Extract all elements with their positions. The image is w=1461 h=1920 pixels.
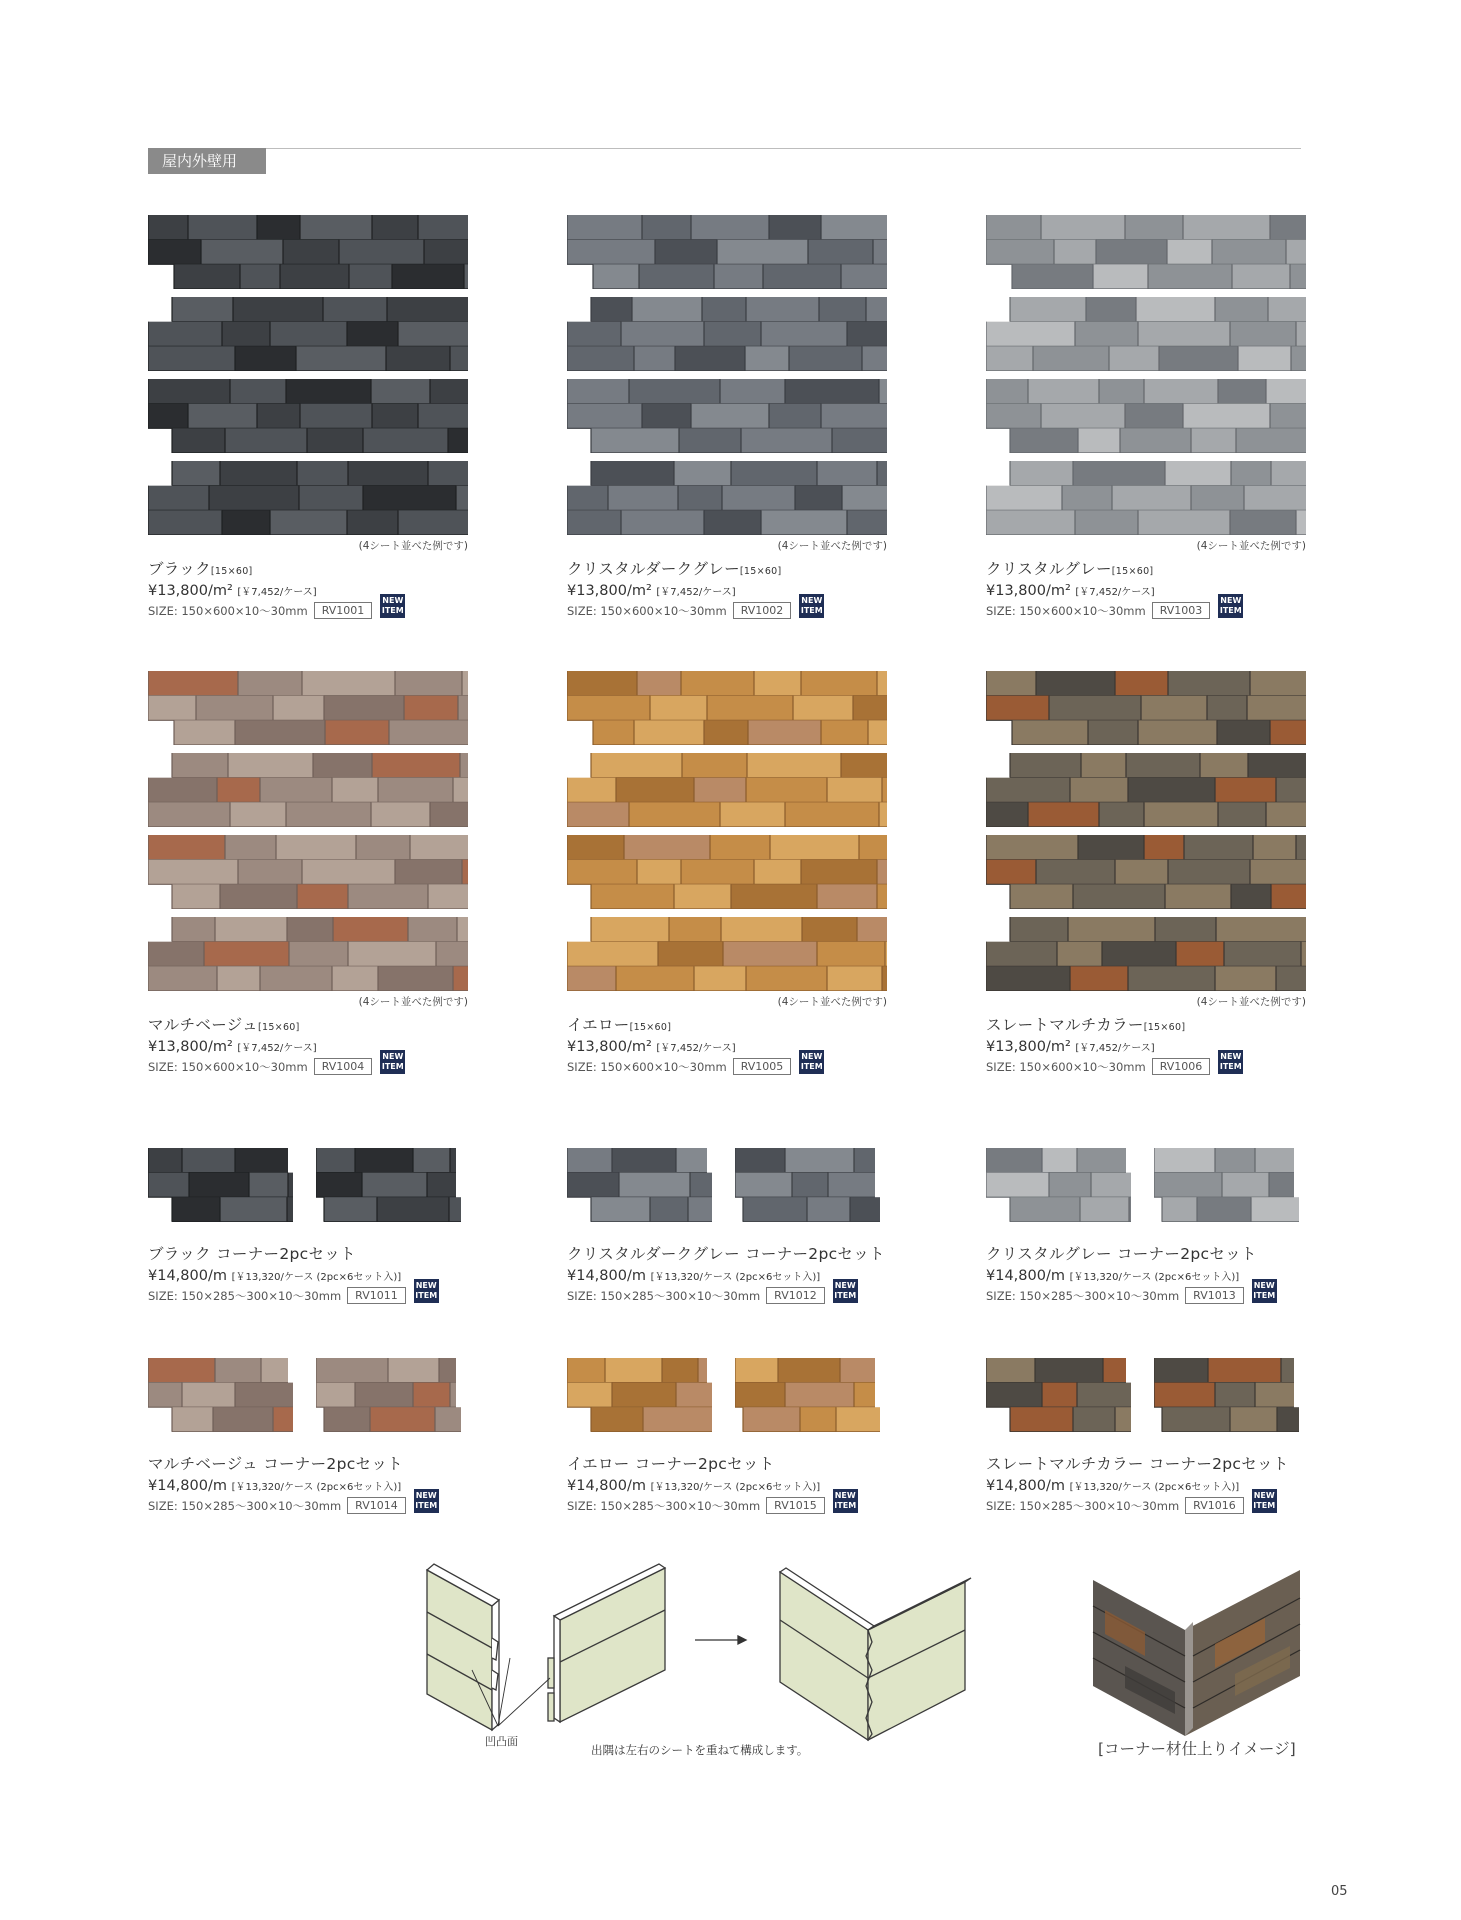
corner-piece-image	[1154, 1358, 1299, 1432]
stone-sheet	[567, 753, 887, 827]
corner-product-rv1011	[148, 1148, 478, 1313]
sheet-layout-caption: (4シート並べた例です)	[777, 996, 887, 1008]
product-size: SIZE: 150×285〜300×10〜30mm RV1012 NEW ITEM	[567, 1280, 857, 1303]
notch-surface-label: 凹凸面	[485, 1735, 518, 1748]
stone-sheet	[567, 835, 887, 909]
stone-sheet	[148, 461, 468, 535]
stone-sheet	[986, 917, 1306, 991]
stone-sheet	[148, 297, 468, 371]
sheet-product-rv1002	[567, 215, 897, 635]
product-code: RV1002	[733, 602, 792, 619]
corner-piece-image	[148, 1148, 293, 1222]
sheet-layout-caption: (4シート並べた例です)	[1196, 540, 1306, 552]
stone-sheet	[986, 461, 1306, 535]
diagram-note: 出隅は左右のシートを重ねて構成します。	[591, 1743, 809, 1757]
sheet-product-rv1005	[567, 671, 897, 1091]
corner-product-rv1014	[148, 1358, 478, 1523]
new-item-badge: NEW ITEM	[799, 594, 824, 618]
product-code: RV1006	[1152, 1058, 1211, 1075]
corner-product-rv1012	[567, 1148, 897, 1313]
stone-sheet	[148, 835, 468, 909]
corner-product-rv1015	[567, 1358, 897, 1523]
product-code: RV1004	[314, 1058, 373, 1075]
stone-sheet-sample	[567, 671, 887, 991]
product-name: スレートマルチカラー[15×60]	[986, 1016, 1186, 1034]
product-price: ¥13,800/m² [￥7,452/ケース]	[986, 583, 1155, 599]
product-info	[567, 1452, 897, 1514]
corner-product-rv1013	[986, 1148, 1316, 1313]
corner-piece-image	[316, 1148, 461, 1222]
section-label: 屋内外壁用	[148, 148, 266, 174]
product-price: ¥14,800/m [￥13,320/ケース (2pc×6セット入)]	[567, 1268, 821, 1284]
product-code: RV1001	[314, 602, 373, 619]
new-item-badge: NEW ITEM	[1218, 594, 1243, 618]
stone-sheet-sample	[148, 671, 468, 991]
stone-sheet	[986, 753, 1306, 827]
corner-piece-image	[148, 1358, 293, 1432]
product-price: ¥13,800/m² [￥7,452/ケース]	[148, 1039, 317, 1055]
new-item-badge: NEW ITEM	[380, 1050, 405, 1074]
product-info	[986, 1242, 1316, 1304]
sheet-layout-caption: (4シート並べた例です)	[358, 996, 468, 1008]
stone-sheet-sample	[986, 671, 1306, 991]
product-size: SIZE: 150×285〜300×10〜30mm RV1011 NEW ITEM	[148, 1280, 438, 1303]
product-code: RV1015	[766, 1497, 825, 1514]
product-name: クリスタルダークグレー[15×60]	[567, 560, 782, 578]
sheet-layout-caption: (4シート並べた例です)	[777, 540, 887, 552]
product-info	[148, 1013, 478, 1075]
stone-sheet	[986, 215, 1306, 289]
product-code: RV1014	[347, 1497, 406, 1514]
stone-sheet	[986, 835, 1306, 909]
stone-sheet	[567, 297, 887, 371]
stone-sheet	[567, 671, 887, 745]
product-size: SIZE: 150×285〜300×10〜30mm RV1014 NEW ITEM	[148, 1490, 438, 1513]
stone-sheet-sample	[567, 215, 887, 535]
stone-sheet-sample	[986, 215, 1306, 535]
product-price: ¥14,800/m [￥13,320/ケース (2pc×6セット入)]	[986, 1478, 1240, 1494]
stone-sheet	[148, 379, 468, 453]
product-code: RV1013	[1185, 1287, 1244, 1304]
corner-piece-image	[1154, 1148, 1299, 1222]
corner-product-rv1016	[986, 1358, 1316, 1523]
section-divider	[266, 148, 1301, 149]
sheet-product-rv1001	[148, 215, 478, 635]
product-name: クリスタルグレー[15×60]	[986, 560, 1154, 578]
stone-sheet	[148, 917, 468, 991]
product-info	[567, 1013, 897, 1075]
corner-photo-caption: [コーナー材仕上りイメージ]	[1098, 1740, 1296, 1758]
sheet-layout-caption: (4シート並べた例です)	[1196, 996, 1306, 1008]
product-size: SIZE: 150×600×10〜30mm RV1002 NEW ITEM	[567, 595, 823, 618]
product-code: RV1012	[766, 1287, 825, 1304]
corner-piece-image	[986, 1358, 1131, 1432]
sheet-layout-caption: (4シート並べた例です)	[358, 540, 468, 552]
stone-sheet	[148, 215, 468, 289]
stone-sheet	[148, 753, 468, 827]
product-info	[567, 557, 897, 619]
product-code: RV1003	[1152, 602, 1211, 619]
new-item-badge: NEW ITEM	[1252, 1279, 1277, 1303]
product-name: スレートマルチカラー コーナー2pcセット	[986, 1455, 1289, 1473]
right-sheet-illustration	[548, 1564, 665, 1722]
product-size: SIZE: 150×600×10〜30mm RV1001 NEW ITEM	[148, 595, 404, 618]
corner-piece-image	[316, 1358, 461, 1432]
product-name: クリスタルダークグレー コーナー2pcセット	[567, 1245, 885, 1263]
stone-sheet	[567, 379, 887, 453]
product-price: ¥13,800/m² [￥7,452/ケース]	[986, 1039, 1155, 1055]
product-price: ¥13,800/m² [￥7,452/ケース]	[148, 583, 317, 599]
corner-piece-image	[567, 1358, 712, 1432]
product-name: クリスタルグレー コーナー2pcセット	[986, 1245, 1257, 1263]
product-info	[148, 1452, 478, 1514]
product-code: RV1016	[1185, 1497, 1244, 1514]
stone-sheet	[567, 215, 887, 289]
product-info	[567, 1242, 897, 1304]
product-size: SIZE: 150×600×10〜30mm RV1003 NEW ITEM	[986, 595, 1242, 618]
new-item-badge: NEW ITEM	[833, 1489, 858, 1513]
product-price: ¥14,800/m [￥13,320/ケース (2pc×6セット入)]	[567, 1478, 821, 1494]
new-item-badge: NEW ITEM	[1252, 1489, 1277, 1513]
product-code: RV1011	[347, 1287, 406, 1304]
product-name: マルチベージュ[15×60]	[148, 1016, 300, 1034]
product-name: イエロー[15×60]	[567, 1016, 672, 1034]
sheet-product-rv1006	[986, 671, 1316, 1091]
new-item-badge: NEW ITEM	[1218, 1050, 1243, 1074]
assembled-corner-illustration	[780, 1568, 971, 1740]
product-name: ブラック コーナー2pcセット	[148, 1245, 356, 1263]
product-price: ¥13,800/m² [￥7,452/ケース]	[567, 583, 736, 599]
product-price: ¥14,800/m [￥13,320/ケース (2pc×6セット入)]	[148, 1478, 402, 1494]
product-size: SIZE: 150×600×10〜30mm RV1006 NEW ITEM	[986, 1051, 1242, 1074]
stone-sheet	[567, 917, 887, 991]
corner-piece-image	[986, 1148, 1131, 1222]
new-item-badge: NEW ITEM	[833, 1279, 858, 1303]
stone-sheet	[567, 461, 887, 535]
product-price: ¥14,800/m [￥13,320/ケース (2pc×6セット入)]	[986, 1268, 1240, 1284]
stone-sheet	[986, 671, 1306, 745]
product-info	[148, 557, 478, 619]
product-size: SIZE: 150×285〜300×10〜30mm RV1013 NEW ITEM	[986, 1280, 1276, 1303]
new-item-badge: NEW ITEM	[380, 594, 405, 618]
product-code: RV1005	[733, 1058, 792, 1075]
sheet-product-rv1003	[986, 215, 1316, 635]
product-price: ¥13,800/m² [￥7,452/ケース]	[567, 1039, 736, 1055]
stone-sheet	[986, 297, 1306, 371]
corner-piece-image	[735, 1358, 880, 1432]
corner-piece-image	[735, 1148, 880, 1222]
page-number: 05	[1331, 1884, 1348, 1899]
stone-sheet	[148, 671, 468, 745]
product-size: SIZE: 150×285〜300×10〜30mm RV1015 NEW ITEM	[567, 1490, 857, 1513]
corner-piece-image	[567, 1148, 712, 1222]
product-info	[986, 1013, 1316, 1075]
sheet-product-rv1004	[148, 671, 478, 1091]
product-name: ブラック[15×60]	[148, 560, 253, 578]
product-info	[986, 1452, 1316, 1514]
stone-sheet	[986, 379, 1306, 453]
product-info	[148, 1242, 478, 1304]
product-size: SIZE: 150×600×10〜30mm RV1004 NEW ITEM	[148, 1051, 404, 1074]
new-item-badge: NEW ITEM	[414, 1489, 439, 1513]
new-item-badge: NEW ITEM	[414, 1279, 439, 1303]
stone-sheet-sample	[148, 215, 468, 535]
product-size: SIZE: 150×285〜300×10〜30mm RV1016 NEW ITEM	[986, 1490, 1276, 1513]
corner-finish-photo	[1085, 1558, 1305, 1738]
product-name: イエロー コーナー2pcセット	[567, 1455, 775, 1473]
product-size: SIZE: 150×600×10〜30mm RV1005 NEW ITEM	[567, 1051, 823, 1074]
arrow-icon	[695, 1636, 746, 1644]
new-item-badge: NEW ITEM	[799, 1050, 824, 1074]
product-info	[986, 557, 1316, 619]
product-name: マルチベージュ コーナー2pcセット	[148, 1455, 403, 1473]
product-price: ¥14,800/m [￥13,320/ケース (2pc×6セット入)]	[148, 1268, 402, 1284]
